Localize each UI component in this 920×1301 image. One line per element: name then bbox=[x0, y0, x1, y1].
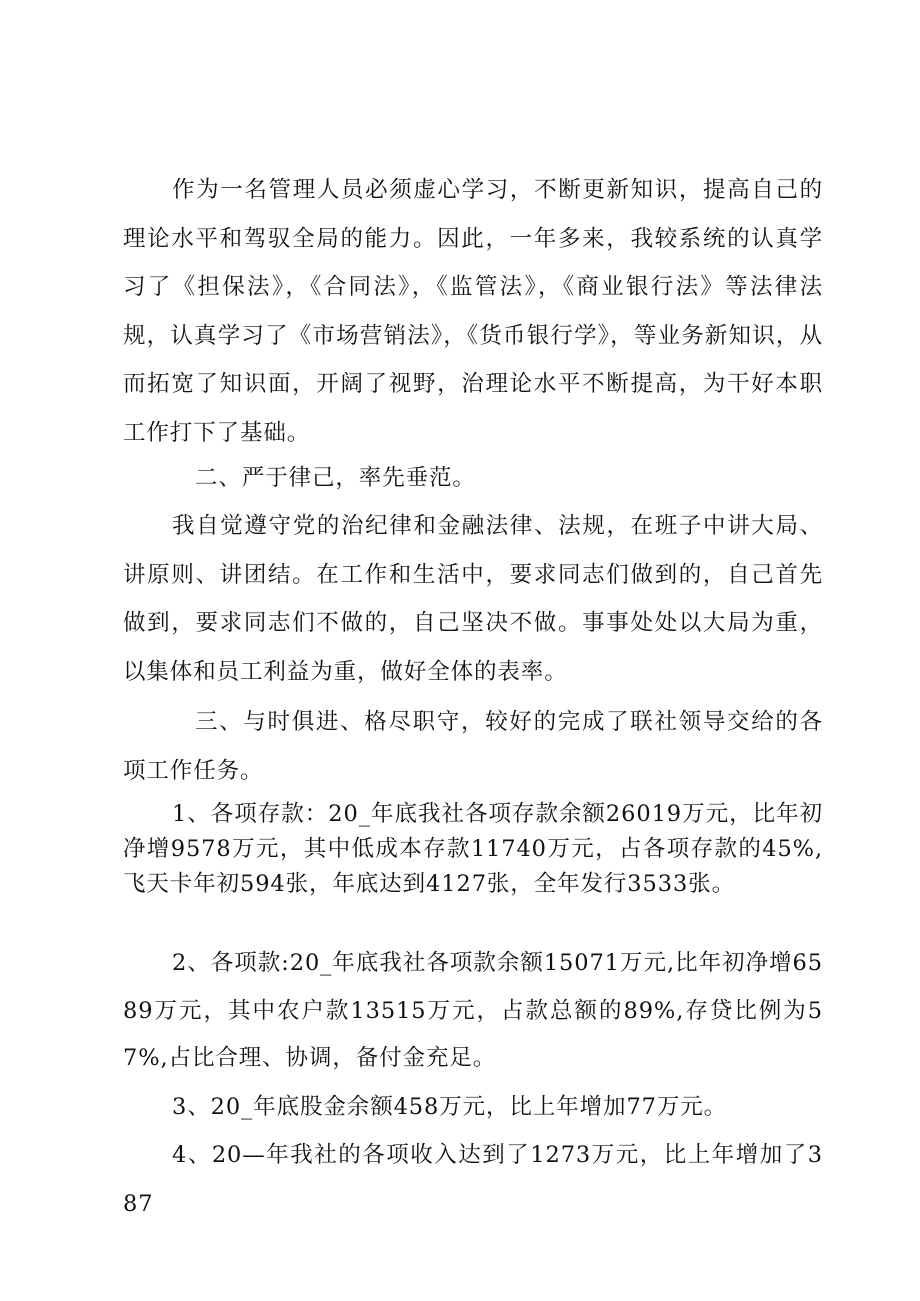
paragraph-discipline: 我自觉遵守党的治纪律和金融法律、法规，在班子中讲大局、讲原则、讲团结。在工作和生活中，要求同志们做到的，自己首先做到，要求同志们不做的，自己坚决不做。事事处处以大局为重，以集体和员工利益为重，做好全体的表率。 bbox=[123, 513, 823, 685]
list-item-shares: 3、20_年底股金余额458万元，比上年增加77万元。 bbox=[172, 1094, 728, 1120]
paragraph-study: 作为一名管理人员必须虚心学习，不断更新知识，提高自己的理论水平和驾驭全局的能力。因此，一年多来，我较系统的认真学习了《担保法》，《合同法》，《监管法》，《商业银行法》等法律法规，认真学习了《市场营销法》，《货币银行学》，等业务新知识，从而拓宽了知识面，开阔了视野，治理论水平不断提高，为干好本职工作打下了基础。 bbox=[123, 177, 823, 446]
list-item-deposits: 1、各项存款：20_年底我社各项存款余额26019万元，比年初净增9578万元，其中低成本存款11740万元，占各项存款的45%,飞天卡年初594张，年底达到4127张，全年发行3533张。 bbox=[123, 801, 823, 897]
section-heading-discipline: 二、严于律己，率先垂范。 bbox=[195, 465, 476, 491]
section-heading-tasks: 三、与时俱进、格尽职守，较好的完成了联社领导交给的各项工作任务。 bbox=[123, 709, 823, 784]
list-item-loans: 2、各项款:20_年底我社各项款余额15071万元,比年初净增6589万元，其中农户款13515万元，占款总额的89%,存贷比例为57%,占比合理、协调，备付金充足。 bbox=[123, 950, 823, 1071]
list-item-income: 4、20—年我社的各项收入达到了1273万元，比上年增加了387 bbox=[123, 1142, 823, 1217]
